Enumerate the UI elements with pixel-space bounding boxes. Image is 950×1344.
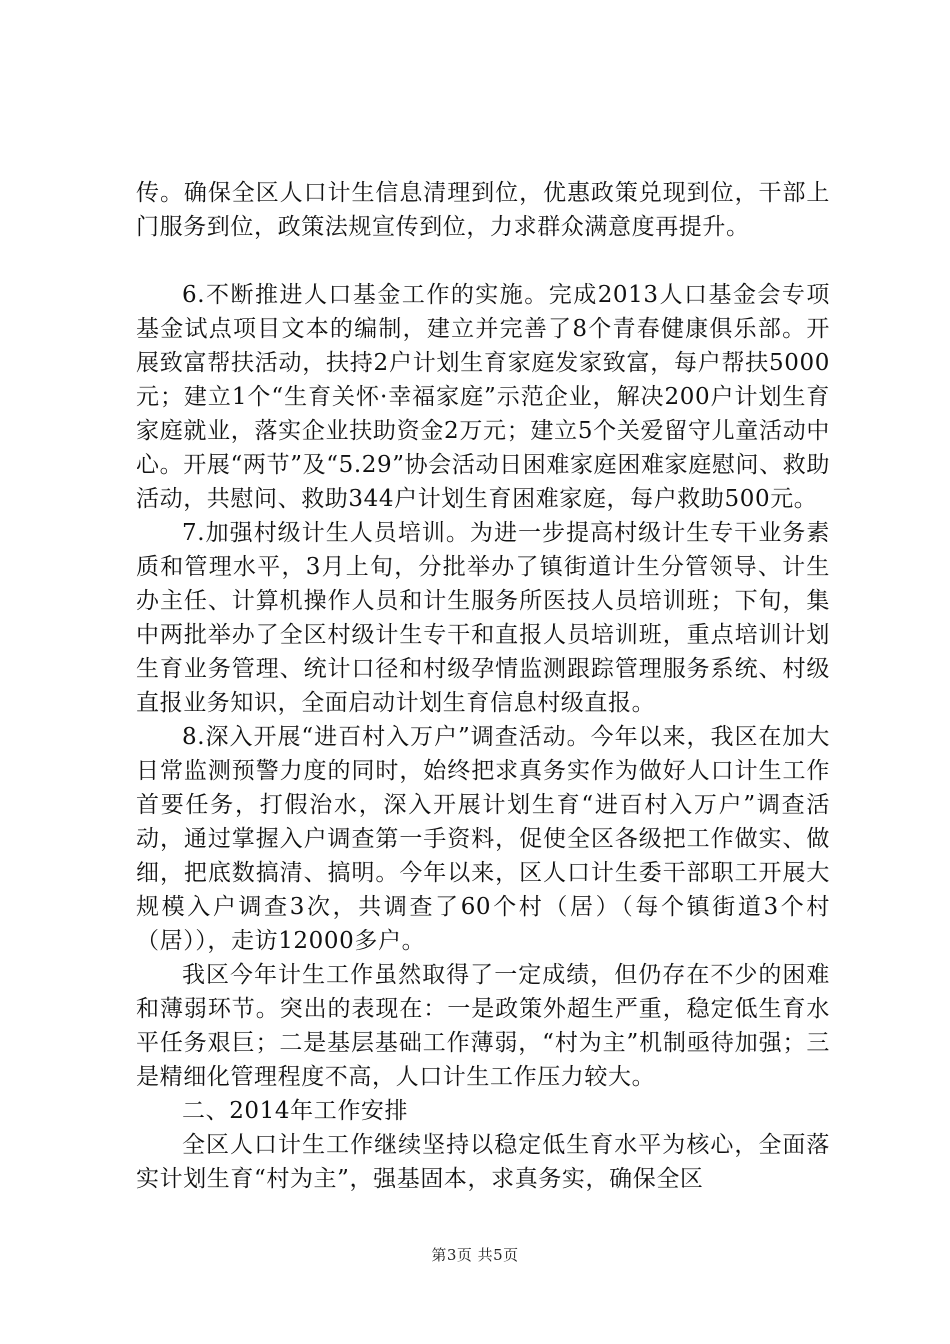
paragraph-item-6-population-fund: 6.不断推进人口基金工作的实施。完成2013人口基金会专项基金试点项目文本的编制，建立并完善了8个青春健康俱乐部。开展致富帮扶活动，扶持2户计划生育家庭发家致富，每户帮扶5000元；建立1个“生育关怀·幸福家庭”示范企业，解决200户计划生育家庭就业，落实企业扶助资金2万元；建立5个关爱留守儿童活动中心。开展“两节”及“5.29”协会活动日困难家庭困难家庭慰问、救助活动，共慰问、救助344户计划生育困难家庭，每户救助500元。 [136,282,830,512]
section-heading-2014-plan: 二、2014年工作安排 [182,1098,409,1124]
paragraph-problems-summary: 我区今年计生工作虽然取得了一定成绩，但仍存在不少的困难和薄弱环节。突出的表现在：一是政策外超生严重，稳定低生育水平任务艰巨；二是基层基础工作薄弱，“村为主”机制亟待加强；三是精细化管理程度不高，人口计生工作压力较大。 [136,962,830,1090]
page-number-footer: 第3页 共5页 [431,1246,519,1264]
paragraph-2014-plan-intro: 全区人口计生工作继续坚持以稳定低生育水平为核心，全面落实计划生育“村为主”，强基固本，求真务实，确保全区 [136,1132,830,1192]
document-body [136,176,830,1196]
paragraph-item-7-village-training: 7.加强村级计生人员培训。为进一步提高村级计生专干业务素质和管理水平，3月上旬，分批举办了镇街道计生分管领导、计生办主任、计算机操作人员和计生服务所医技人员培训班；下旬，集中两批举办了全区村级计生专干和直报人员培训班，重点培训计划生育业务管理、统计口径和村级孕情监测跟踪管理服务系统、村级直报业务知识，全面启动计划生育信息村级直报。 [136,520,830,716]
paragraph-item-8-household-survey: 8.深入开展“进百村入万户”调查活动。今年以来，我区在加大日常监测预警力度的同时，始终把求真务实作为做好人口计生工作首要任务，打假治水，深入开展计划生育“进百村入万户”调查活动，通过掌握入户调查第一手资料，促使全区各级把工作做实、做细，把底数搞清、搞明。今年以来，区人口计生委干部职工开展大规模入户调查3次，共调查了60个村（居）（每个镇街道3个村（居）），走访12000多户。 [136,724,830,954]
paragraph-continuation: 传。确保全区人口计生信息清理到位，优惠政策兑现到位，干部上门服务到位，政策法规宣传到位，力求群众满意度再提升。 [136,180,830,240]
